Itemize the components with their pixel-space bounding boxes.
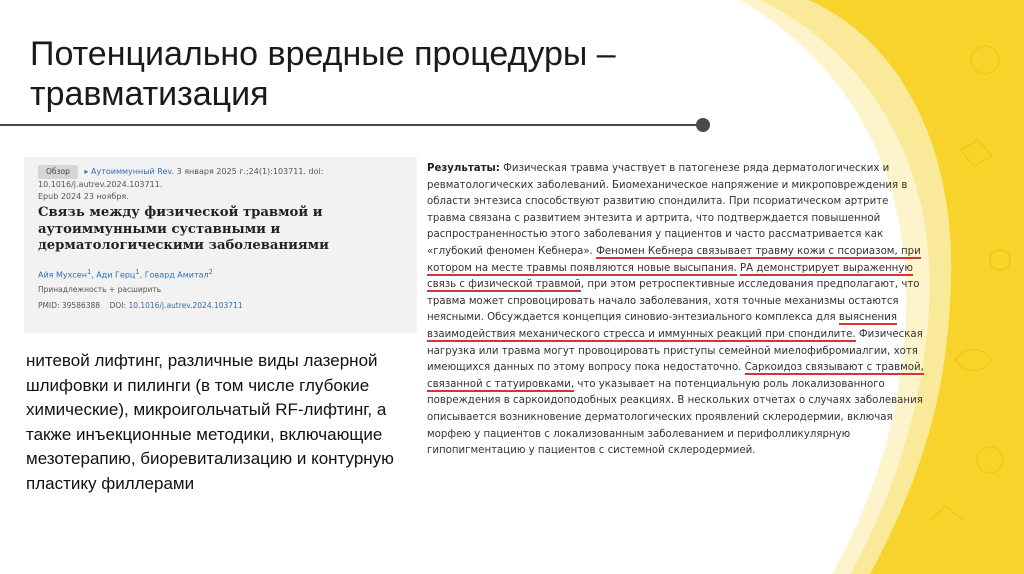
author-sup[interactable]: 1 — [135, 268, 140, 276]
results-label: Результаты: — [427, 163, 500, 174]
divider-dot — [696, 118, 710, 132]
highlight-sarcoidosis: Саркоидоз связывают с травмой, связанной с татуировками, — [427, 362, 924, 390]
title-divider — [0, 124, 704, 126]
journal-link[interactable]: Аутоиммунный Rev. — [90, 167, 175, 176]
slide-title: Потенциально вредные процедуры – травматизация — [30, 35, 616, 113]
author-link[interactable]: Ади Герц — [96, 270, 136, 280]
results-text: Физическая нагрузка или травма могут провоцировать приступы семейной миелофибромиалгии, хотя имеющихся данных по этому вопросу пока недостаточно. — [427, 328, 923, 374]
author-link[interactable]: Говард Амитал — [144, 270, 209, 280]
results-text: что указывает на потенциальную роль локализованного повреждения в саркоидоподобных реакциях. В нескольких отчетах о случаях заболевания описывается возникновение дерматологических проявлений склеродермии, включая морфею у пациентов с локализованным заболеванием и перифолликулярную гипопигментацию у пациентов с системной склеродермией. — [427, 378, 923, 457]
affiliation-toggle[interactable]: Принадлежность + расширить — [38, 285, 162, 294]
article-type-tag[interactable]: Обзор — [38, 165, 78, 179]
expand-arrow-icon[interactable]: ▸ — [84, 167, 89, 176]
article-title: Связь между физической травмой и аутоиммунными суставными и дерматологическими заболеваниями — [38, 205, 329, 253]
results-paragraph — [427, 161, 927, 460]
article-screenshot — [24, 157, 417, 333]
epub-date: Epub 2024 23 ноября. — [38, 192, 129, 201]
doi-link[interactable]: 10.1016/j.autrev.2024.103711 — [128, 301, 243, 310]
pmid: PMID: 39586388 — [38, 301, 101, 310]
doi-label: DOI: — [109, 301, 127, 310]
article-meta — [38, 165, 408, 203]
article-ids — [38, 301, 243, 310]
highlight-mechanical-stress: выяснения взаимодействия механического стресса и иммунных реакций при спондилите. — [427, 312, 897, 340]
highlight-ra-trauma: РА демонстрирует выраженную связь с физической травмой — [427, 262, 913, 291]
results-text: , при этом ретроспективные исследования предполагают, что травма может спровоцировать начало заболевания, хотя точные механизмы остаются неясными. Обсуждается концепция синовио-энтезиального комплекса для — [427, 279, 920, 324]
author-link[interactable]: Айя Мухсен — [38, 270, 87, 280]
author-list: Айя Мухсен$^1$, Ади Герц$^1$, Говард Амитал$^2$ — [38, 268, 213, 280]
author-sup[interactable]: 2 — [208, 268, 213, 276]
procedures-text: нитевой лифтинг, различные виды лазерной шлифовки и пилинги (в том числе глубокие химические), микроигольчатый RF-лифтинг, а также инъекционные методики, включающие мезотерапию, биоревитализацию и контурную пластику филлерами — [26, 351, 394, 493]
citation-text: 3 января 2025 г.;24(1):103711. doi: 10.1016/j.autrev.2024.103711. — [38, 167, 324, 189]
results-text: Физическая травма участвует в патогенезе ряда дерматологических и ревматологических заболеваний. Биомеханическое напряжение и микроповреждения в области энтезиса способствуют развитию спондилита. При псориатическом артрите травма связана с развитием энтезита и артрита, что подтверждается повышенной распространенностью этого заболевания у пациентов и часто рассматривается как «глубокий феномен Кебнера». — [427, 163, 908, 257]
highlight-koebner: Феномен Кебнера связывает травму кожи с псориазом, при котором на месте травмы появляются новые высыпания. — [427, 245, 921, 274]
author-sup[interactable]: 1 — [86, 268, 92, 276]
